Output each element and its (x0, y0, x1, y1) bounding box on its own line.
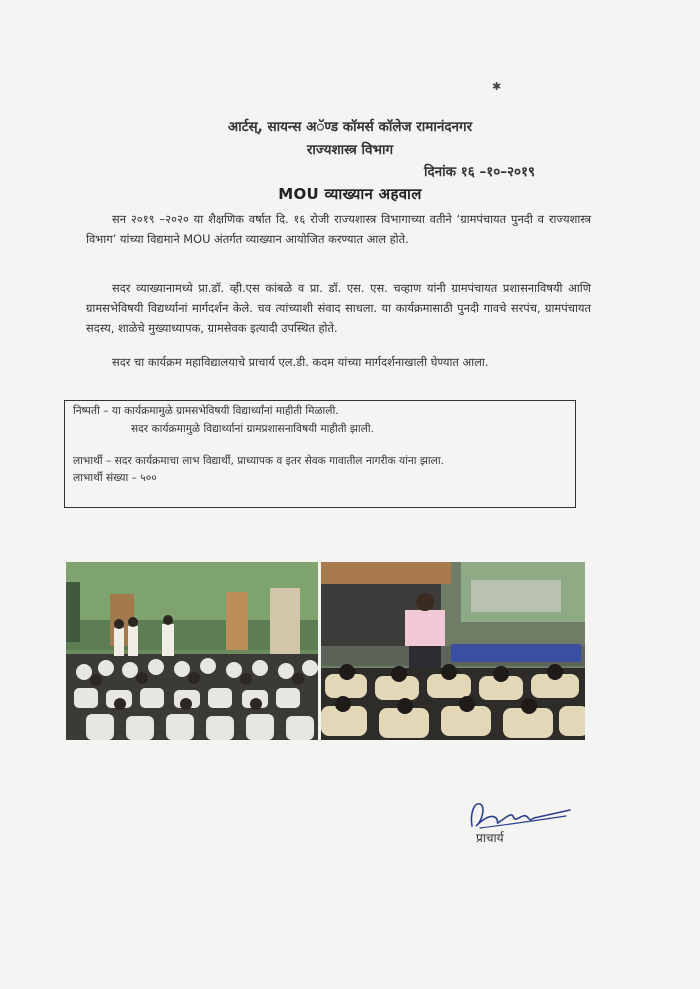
beneficiary-count: लाभार्थी संख्या – ५०० (73, 472, 157, 484)
event-photo-speaker (321, 562, 585, 740)
department-name: राज्यशास्त्र विभाग (306, 142, 394, 158)
paragraph-guidance: सदर चा कार्यक्रम महाविद्यालयाचे प्राचार्य एल.डी. कदम यांच्या मार्गदर्शनाखाली घेण्यात आला. (112, 355, 489, 369)
outcome-box (64, 400, 576, 508)
paragraph-intro: सन २०१९ –२०२० या शैक्षणिक वर्षात दि. १६ रोजी राज्यशास्त्र विभागाच्या वतीने ‘ग्रामपंचायत पुनदी व राज्यशास्त्र विभाग’ यांच्या विद्यमाने MOU अंतर्गत व्याख्यान आयोजित करण्यात आल होते. (86, 212, 591, 246)
event-photo-classroom (66, 562, 318, 740)
report-title: MOU व्याख्यान अहवाल (278, 185, 422, 203)
principal-label: प्राचार्य (476, 831, 504, 845)
college-name: आर्टस्, सायन्स अॅण्ड कॉमर्स कॉलेज रामानंदनगर (227, 119, 473, 135)
paragraph-speakers: सदर व्याख्यानामध्ये प्रा.डॉ. व्ही.एस कांबळे व प्रा. डॉ. एस. एस. चव्हाण यांनी ग्रामपंचायत प्रशासनाविषयी आणि ग्रामसभेविषयी विद्यर्थ्यानां मार्गदर्शन केले. चव त्यांच्याशी संवाद साधला. या कार्यक्रमासाठी पुनदी गावचे सरपंच, ग्रामपंचायत सदस्य, शाळेचे मुख्याध्यापक, ग्रामसेवक इत्यादी उपस्थित होते. (86, 281, 591, 335)
report-date: दिनांक १६ –१०–२०१९ (424, 164, 536, 180)
outcome-line: सदर कार्यक्रमामुळे विद्यार्थ्यानां ग्रामप्रशासनाविषयी माहीती झाली. (131, 423, 374, 435)
beneficiary-line: लाभार्थी – सदर कार्यक्रमाचा लाभ विद्यार्थी, प्राध्यापक व इतर सेवक गावातील नागरीक यांना झाला. (73, 455, 444, 467)
outcome-line: निष्पती – या कार्यक्रमामुळे ग्रामसभेविषयी विद्यार्थ्यांनां माहीती मिळाली. (73, 405, 339, 417)
ink-mark: ✱ (492, 80, 502, 93)
